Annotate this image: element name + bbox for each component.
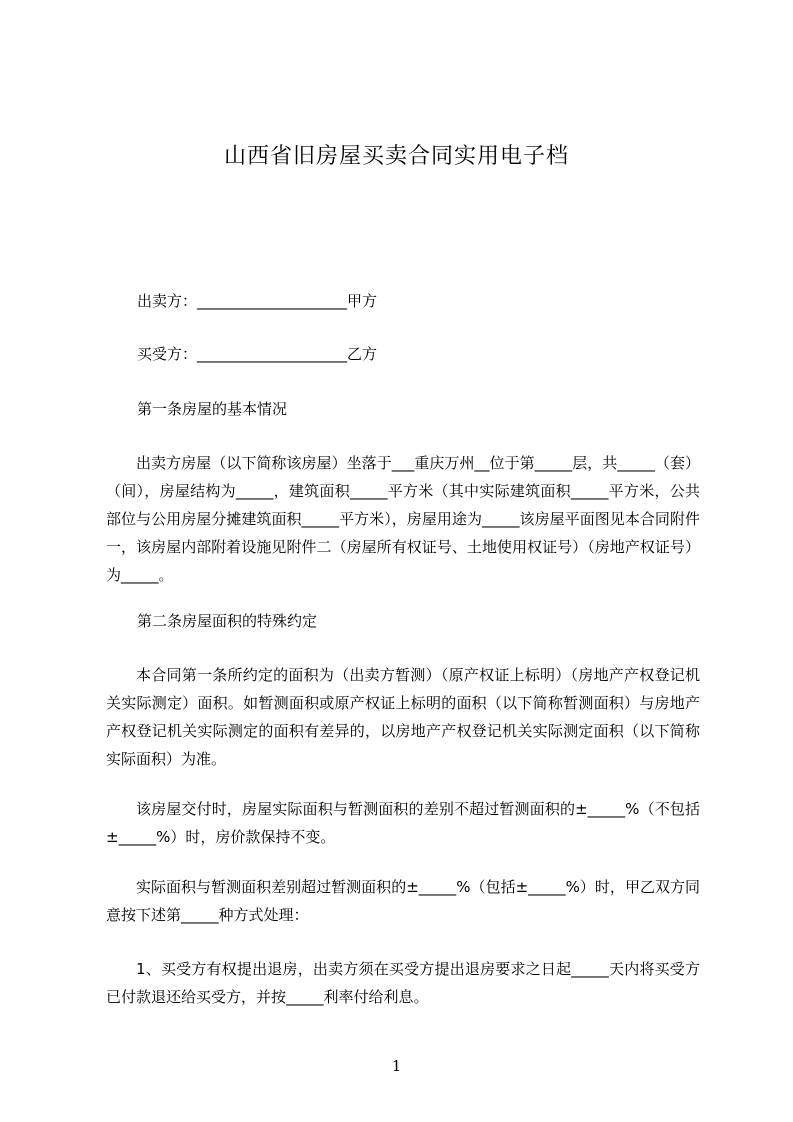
article1-heading: 第一条房屋的基本情况 <box>137 400 288 418</box>
article2-paragraph-3: 实际面积与暂测面积差别超过暂测面积的±_____%（包括±_____%）时，甲乙双方同意按下述第_____种方式处理： <box>106 878 700 924</box>
page-number: 1 <box>391 1057 402 1075</box>
seller-line: 出卖方：____________________甲方 <box>137 292 378 310</box>
document-title: 山西省旧房屋买卖合同实用电子档 <box>223 144 569 169</box>
article2-paragraph-1: 本合同第一条所约定的面积为（出卖方暂测）（原产权证上标明）（房地产产权登记机关实际测定）面积。如暂测面积或原产权证上标明的面积（以下简称暂测面积）与房地产产权登记机关实际测定的面积有差异的，以房地产产权登记机关实际测定面积（以下简称实际面积）为准。 <box>106 666 700 768</box>
article2-heading: 第二条房屋面积的特殊约定 <box>137 612 318 630</box>
article1-body: 出卖方房屋（以下简称该房屋）坐落于___重庆万州__位于第_____层，共_____（套）（间），房屋结构为_____，建筑面积_____平方米（其中实际建筑面积_____平方米，公共部位与公用房屋分摊建筑面积_____平方米），房屋用途为_____该房屋平面图见本合同附件一，该房屋内部附着设施见附件二（房屋所有权证号、土地使用权证号）（房地产权证号）为_____。 <box>106 454 700 584</box>
article2-paragraph-2: 该房屋交付时，房屋实际面积与暂测面积的差别不超过暂测面积的±_____%（不包括±_____%）时，房价款保持不变。 <box>106 800 700 846</box>
article2-paragraph-4: 1、买受方有权提出退房，出卖方须在买受方提出退房要求之日起_____天内将买受方已付款退还给买受方，并按_____利率付给利息。 <box>106 960 700 1006</box>
buyer-line: 买受方：____________________乙方 <box>137 345 378 363</box>
